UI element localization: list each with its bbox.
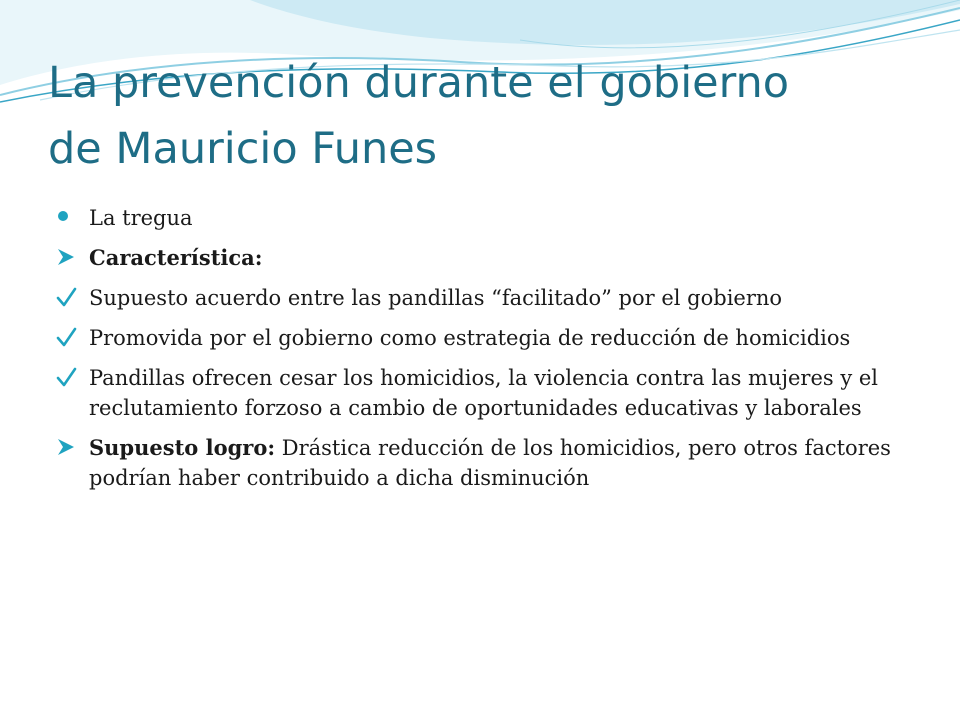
title-line-1: La prevención durante el gobierno	[48, 58, 790, 108]
round-bullet-icon	[56, 203, 78, 233]
slide-title	[48, 50, 928, 182]
bullet-text: Drástica reducción de los homicidios, pero otros factores podrían haber contribuido a dicha disminución	[89, 436, 891, 490]
checkmark-bullet-icon	[56, 323, 78, 353]
bullet-text: Promovida por el gobierno como estrategia de reducción de homicidios	[89, 326, 851, 350]
bullet-item-supuesto-logro	[56, 433, 906, 493]
bullet-text: La tregua	[89, 206, 193, 230]
bullet-item-caracteristica	[56, 243, 906, 273]
bullet-item-promovida	[56, 323, 906, 353]
bullet-item-supuesto-acuerdo	[56, 283, 906, 313]
bullet-text: Pandillas ofrecen cesar los homicidios, la violencia contra las mujeres y el reclutamiento forzoso a cambio de oportunidades educativas y laborales	[89, 366, 879, 420]
checkmark-bullet-icon	[56, 283, 78, 313]
bullet-item-la-tregua	[56, 203, 906, 233]
bullet-list	[56, 203, 906, 503]
title-line-2: de Mauricio Funes	[48, 124, 438, 174]
bullet-text: Supuesto acuerdo entre las pandillas “facilitado” por el gobierno	[89, 286, 783, 310]
bullet-item-pandillas-ofrecen	[56, 363, 906, 423]
arrowhead-bullet-icon	[56, 433, 78, 463]
bullet-bold-text: Supuesto logro:	[89, 435, 276, 460]
arrowhead-bullet-icon	[56, 243, 78, 273]
checkmark-bullet-icon	[56, 363, 78, 393]
bullet-bold-text: Característica:	[89, 245, 263, 270]
